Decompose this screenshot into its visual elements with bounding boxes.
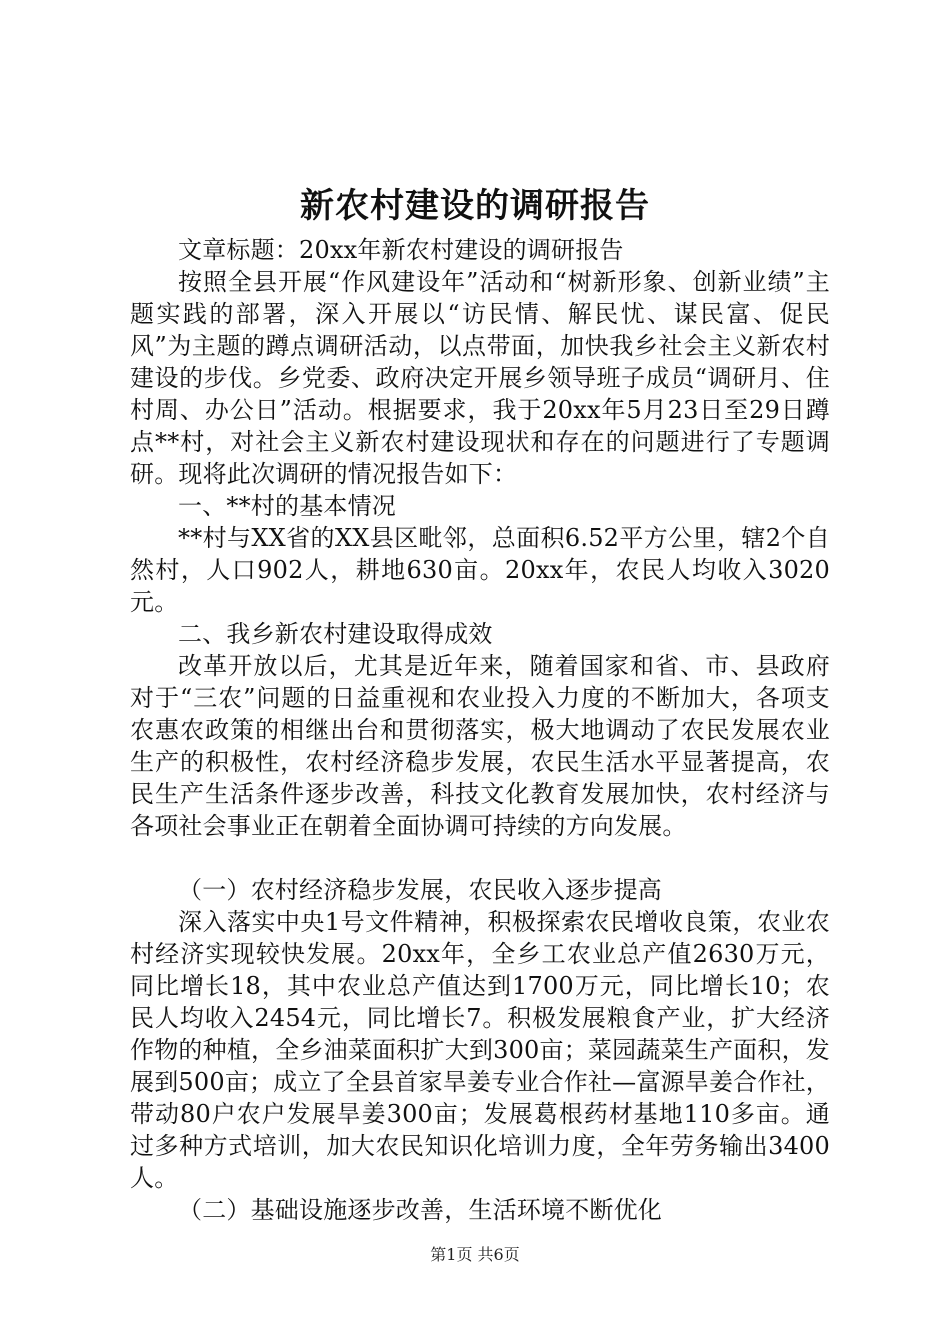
paragraph-intro: 按照全县开展“作风建设年”活动和“树新形象、创新业绩”主题实践的部署，深入开展以“访民情、解民忧、谋民富、促民风”为主题的蹲点调研活动，以点带面，加快我乡社会主义新农村建设的步伐。乡党委、政府决定开展乡领导班子成员“调研月、住村周、办公日”活动。根据要求，我于20xx年5月23日至29日蹲点**村，对社会主义新农村建设现状和存在的问题进行了专题调研。现将此次调研的情况报告如下： xyxy=(130,268,830,488)
section-heading-basic-situation: 一、**村的基本情况 xyxy=(178,492,396,520)
subsection-heading-economy: （一）农村经济稳步发展，农民收入逐步提高 xyxy=(178,876,662,904)
page-number-footer: 第1页 共6页 xyxy=(430,1245,520,1264)
paragraph-basic-situation: **村与XX省的XX县区毗邻，总面积6.52平方公里，辖2个自然村，人口902人，耕地630亩。20xx年，农民人均收入3020元。 xyxy=(130,524,830,616)
paragraph-economy: 深入落实中央1号文件精神，积极探索农民增收良策，农业农村经济实现较快发展。20xx年，全乡工农业总产值2630万元，同比增长18，其中农业总产值达到1700万元，同比增长10；农民人均收入2454元，同比增长7。积极发展粮食产业，扩大经济作物的种植，全乡油菜面积扩大到300亩；菜园蔬菜生产面积，发展到500亩；成立了全县首家旱姜专业合作社—富源旱姜合作社，带动80户农户发展旱姜300亩；发展葛根药材基地110多亩。通过多种方式培训，加大农民知识化培训力度，全年劳务输出3400人。 xyxy=(130,908,830,1192)
paragraph-spacer xyxy=(130,842,830,874)
section-heading-achievements: 二、我乡新农村建设取得成效 xyxy=(178,620,493,648)
paragraph-achievements: 改革开放以后，尤其是近年来，随着国家和省、市、县政府对于“三农”问题的日益重视和农业投入力度的不断加大，各项支农惠农政策的相继出台和贯彻落实，极大地调动了农民发展农业生产的积极性，农村经济稳步发展，农民生活水平显著提高，农民生产生活条件逐步改善，科技文化教育发展加快，农村经济与各项社会事业正在朝着全面协调可持续的方向发展。 xyxy=(130,652,830,840)
paragraph-article-title: 文章标题：20xx年新农村建设的调研报告 xyxy=(178,236,624,264)
document-body xyxy=(130,234,830,1226)
subsection-heading-infrastructure: （二）基础设施逐步改善，生活环境不断优化 xyxy=(178,1196,662,1224)
document-title: 新农村建设的调研报告 xyxy=(300,186,650,226)
